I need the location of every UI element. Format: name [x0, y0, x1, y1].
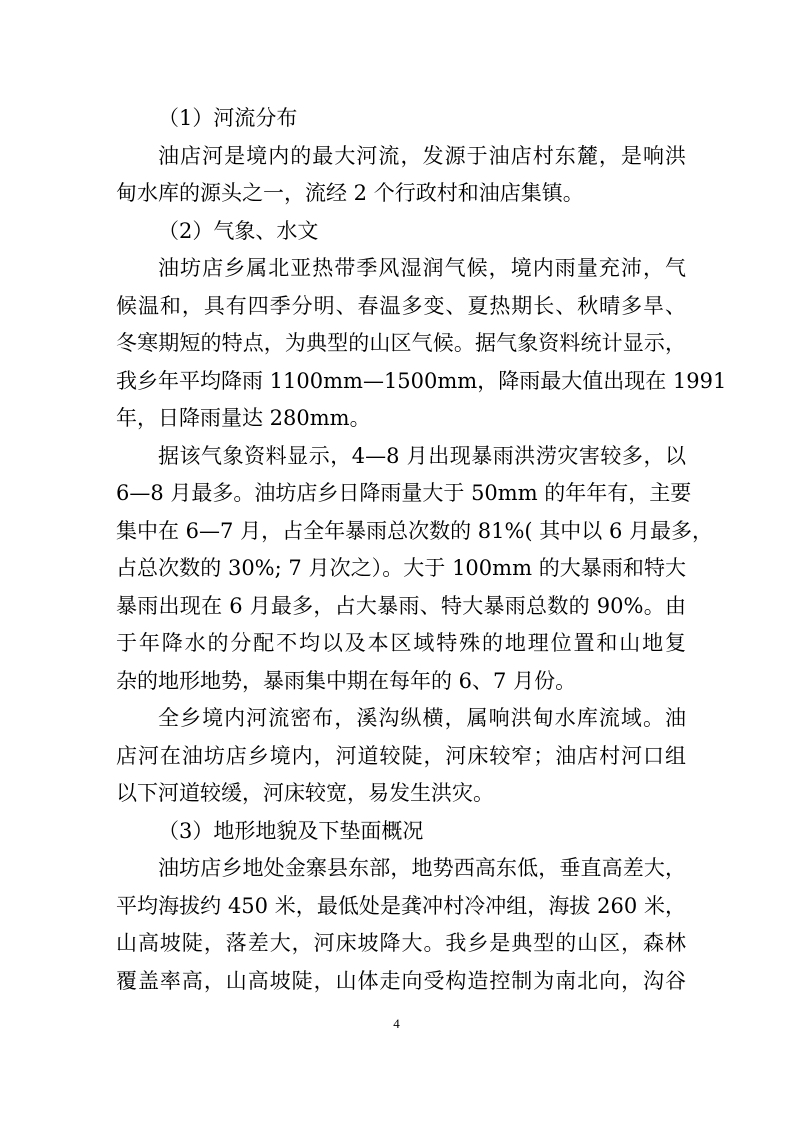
paragraph-line: 山高坡陡，落差大，河床坡降大。我乡是典型的山区，森林: [116, 931, 686, 955]
paragraph-line: 我乡年平均降雨 1100mm—1500mm，降雨最大值出现在 1991: [116, 368, 727, 393]
paragraph-line: 于年降水的分配不均以及本区域特殊的地理位置和山地复: [116, 631, 686, 655]
paragraph-line: 冬寒期短的特点，为典型的山区气候。据气象资料统计显示，: [116, 331, 686, 355]
paragraph-line: 年，日降雨量达 280mm。: [116, 406, 371, 430]
section-heading-climate: （2）气象、水文: [158, 218, 319, 243]
paragraph-line: 候温和，具有四季分明、春温多变、夏热期长、秋晴多旱、: [116, 293, 686, 318]
paragraph-line: 店河在油坊店乡境内，河道较陡，河床较窄；油店村河口组: [116, 743, 686, 768]
section-heading-rivers: （1）河流分布: [158, 106, 298, 130]
paragraph-line: 暴雨出现在 6 月最多，占大暴雨、特大暴雨总数的 90%。由: [116, 593, 686, 618]
page-number: 4: [393, 1016, 400, 1031]
paragraph-line: 甸水库的源头之一，流经 2 个行政村和油店集镇。: [116, 181, 584, 205]
paragraph-line: 杂的地形地势，暴雨集中期在每年的 6、7 月份。: [116, 668, 577, 693]
paragraph-line: 油店河是境内的最大河流，发源于油店村东麓，是响洪: [158, 143, 686, 168]
paragraph-line: 油坊店乡地处金寨县东部，地势西高东低，垂直高差大，: [158, 856, 686, 880]
paragraph-line: 以下河道较缓，河床较宽，易发生洪灾。: [116, 781, 494, 805]
document-body: [116, 100, 727, 1000]
paragraph-line: 6—8 月最多。油坊店乡日降雨量大于 50mm 的年年有，主要: [116, 481, 692, 505]
paragraph-line: 全乡境内河流密布，溪沟纵横，属响洪甸水库流域。油: [158, 706, 686, 730]
paragraph-line: 集中在 6—7 月，占全年暴雨总次数的 81%( 其中以 6 月最多，: [116, 518, 714, 543]
paragraph-line: 占总次数的 30%; 7 月次之）。大于 100mm 的大暴雨和特大: [116, 556, 686, 580]
paragraph-line: 平均海拔约 450 米，最低处是龚冲村冷冲组，海拔 260 米，: [116, 893, 686, 918]
paragraph-line: 油坊店乡属北亚热带季风湿润气候，境内雨量充沛，气: [158, 256, 686, 280]
paragraph-line: 据该气象资料显示，4—8 月出现暴雨洪涝灾害较多，以: [158, 443, 686, 468]
paragraph-line: 覆盖率高，山高坡陡，山体走向受构造控制为南北向，沟谷: [116, 968, 686, 993]
section-heading-terrain: （3）地形地貌及下垫面概况: [158, 818, 424, 843]
